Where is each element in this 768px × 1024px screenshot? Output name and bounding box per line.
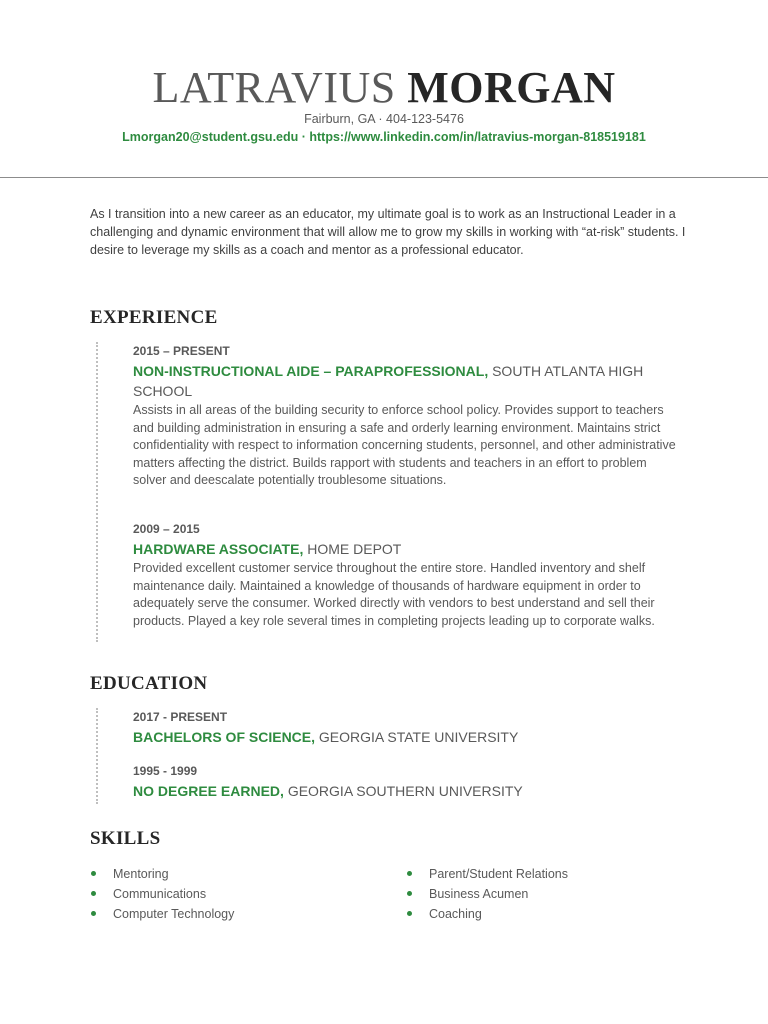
skill-label: Mentoring: [113, 867, 169, 881]
entry-dates: 1995 - 1999: [133, 764, 198, 778]
entry-role: [133, 361, 683, 401]
education-entry: [133, 763, 683, 801]
skill-item: [407, 884, 568, 904]
bullet-icon: [407, 891, 412, 896]
entry-role: [133, 539, 683, 559]
entry-org: GEORGIA STATE UNIVERSITY: [318, 729, 519, 745]
skill-item: [91, 864, 234, 884]
bullet-icon: [407, 871, 412, 876]
candidate-name: [0, 62, 768, 113]
skills-list-left: [91, 864, 234, 924]
entry-description: Assists in all areas of the building security to enforce school policy. Provides support to teachers and building administration in ensuring a safe and orderly learning environment. Maintains strict confidentiality with respect to information concerning students, personnel, and other administrative matters affecting the district. Builds rapport with students and teachers in an effort to problem solver and deescalate potentially troublesome situations.: [133, 403, 676, 487]
bullet-icon: [91, 891, 96, 896]
entry-org: HOME DEPOT: [307, 541, 402, 557]
skill-label: Business Acumen: [429, 887, 529, 901]
email-linkedin[interactable]: Lmorgan20@student.gsu.edu · https://www.linkedin.com/in/latravius-morgan-818519181: [122, 130, 646, 144]
entry-title: NO DEGREE EARNED,: [133, 783, 284, 799]
entry-dates: 2009 – 2015: [133, 522, 200, 536]
experience-entry: [133, 521, 683, 630]
experience-entry: [133, 343, 683, 490]
skill-label: Parent/Student Relations: [429, 867, 568, 881]
bullet-icon: [407, 911, 412, 916]
skills-list-right: [407, 864, 568, 924]
entry-role: [133, 727, 683, 747]
bullet-icon: [91, 911, 96, 916]
entry-title: BACHELORS OF SCIENCE,: [133, 729, 316, 745]
skill-label: Computer Technology: [113, 907, 235, 921]
first-name: LATRAVIUS: [152, 63, 396, 112]
entry-org: GEORGIA SOUTHERN UNIVERSITY: [287, 783, 523, 799]
entry-title: NON-INSTRUCTIONAL AIDE – PARAPROFESSIONAL,: [133, 363, 489, 379]
header-divider: [0, 177, 768, 178]
bullet-icon: [91, 871, 96, 876]
entry-title: HARDWARE ASSOCIATE,: [133, 541, 304, 557]
education-heading: EDUCATION: [90, 673, 208, 694]
skill-item: [91, 884, 234, 904]
skill-item: [91, 904, 234, 924]
last-name: MORGAN: [407, 63, 616, 112]
entry-dates: 2015 – PRESENT: [133, 344, 230, 358]
entry-description: Provided excellent customer service throughout the entire store. Handled inventory and shelf maintenance daily. Maintained a knowledge of thousands of hardware equipment in order to adequately serve the consumer. Worked directly with vendors to best understand and sell their products. Played a key role several times in completing projects leading up to corporate walks.: [133, 561, 655, 628]
entry-org: SOUTH ATLANTA HIGH SCHOOL: [133, 363, 644, 399]
experience-timeline: [96, 342, 98, 642]
skill-label: Coaching: [429, 907, 482, 921]
skill-item: [407, 904, 568, 924]
education-timeline: [96, 708, 98, 804]
location-phone: Fairburn, GA · 404-123-5476: [304, 112, 464, 126]
skill-label: Communications: [113, 887, 207, 901]
skill-item: [407, 864, 568, 884]
education-entry: [133, 709, 683, 747]
entry-role: [133, 781, 683, 801]
skills-heading: SKILLS: [90, 828, 161, 849]
objective-text: As I transition into a new career as an educator, my ultimate goal is to work as an Instructional Leader in a challenging and dynamic environment that will allow me to grow my skills in working with “at-risk” students. I desire to leverage my skills as a coach and mentor as a professional educator.: [90, 207, 686, 257]
entry-dates: 2017 - PRESENT: [133, 710, 228, 724]
experience-heading: EXPERIENCE: [90, 307, 218, 328]
